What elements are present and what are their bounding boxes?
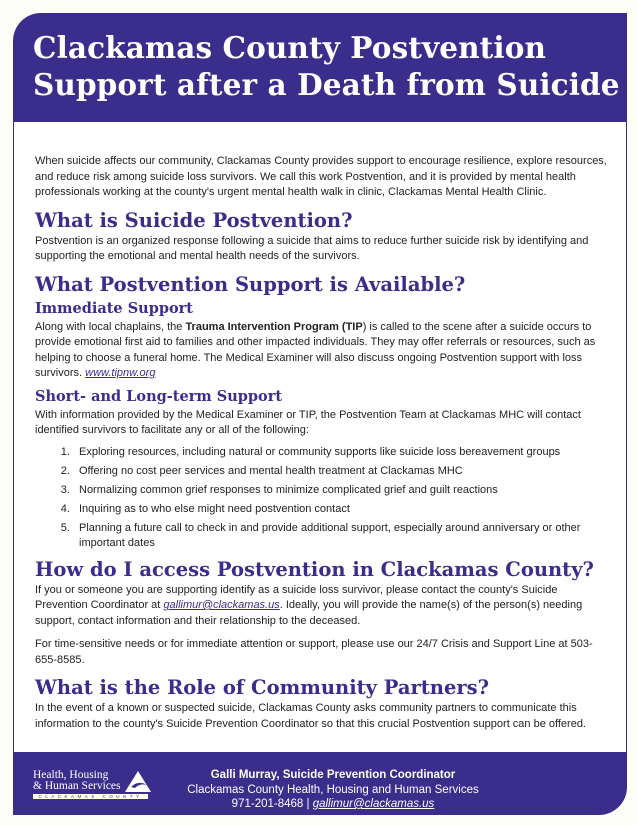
heading-community-partners: What is the Role of Community Partners? xyxy=(35,676,490,699)
heading-support-available: What Postvention Support is Available? xyxy=(35,272,466,296)
text: ) is called to the scene after a suicide occurs to provide emotional first aid to families and other impacted individuals. They may offer referrals or resources, such as helping to choose a funeral home. The Medical Examiner will also discuss ongoing Postvention support with loss survivors. xyxy=(35,320,596,379)
contact-line xyxy=(163,797,503,812)
content-body xyxy=(13,122,627,752)
contact-name: Galli Murray, Suicide Prevention Coordinator xyxy=(210,769,456,781)
long-term-paragraph: With information provided by the Medical Examiner or TIP, the Postvention Team at Clackamas MHC will contact identified survivors to facilitate any or all of the following: xyxy=(35,408,581,436)
contact-org: Clackamas County Health, Housing and Human Services xyxy=(187,783,479,796)
text: If you or someone you are supporting identify as a suicide loss survivor, please contact the county's Suicide Prevention Coordinator at xyxy=(35,583,558,611)
subheading-immediate-support: Immediate Support xyxy=(35,299,194,317)
title-line-1: Clackamas County Postvention xyxy=(33,30,547,65)
contact-phone: 971-201-8468 xyxy=(231,798,304,810)
hhhs-logo xyxy=(33,770,153,802)
intro-paragraph: When suicide affects our community, Clackamas County provides support to encourage resilience, explore resources, and reduce risk among suicide loss survivors. We call this work Postvention, and it is provided by mental health professionals working at the county's urgent mental health walk in clinic, Clackamas Mental Health Clinic. xyxy=(35,155,607,198)
list-item: 4. Inquiring as to who else might need postvention contact xyxy=(73,502,610,518)
list-item: 2. Offering no cost peer services and mental health treatment at Clackamas MHC xyxy=(73,464,610,480)
access-paragraph-1 xyxy=(35,583,610,630)
separator: | xyxy=(306,798,310,810)
immediate-support-paragraph xyxy=(35,320,610,382)
tipnw-link[interactable]: www.tipnw.org xyxy=(85,367,156,379)
page-title xyxy=(33,29,620,103)
contact-email-link[interactable]: gallimur@clackamas.us xyxy=(312,798,435,810)
list-item: 1. Exploring resources, including natural or community supports like suicide loss bereavement groups xyxy=(73,445,610,461)
text: . Ideally, you will provide the name(s) of the person(s) needing support, contact information and their relationship to the deceased. xyxy=(35,599,583,627)
list-item: 5. Planning a future call to check in and provide additional support, especially around anniversary or other important dates xyxy=(73,521,610,552)
subheading-long-term-support: Short- and Long-term Support xyxy=(35,387,283,405)
support-list xyxy=(35,445,610,552)
logo-line-2: & Human Services xyxy=(33,780,121,792)
text: Along with local chaplains, the xyxy=(35,320,186,333)
title-line-2: Support after a Death from Suicide xyxy=(33,67,620,102)
list-item: 3. Normalizing common grief responses to minimize complicated grief and guilt reactions xyxy=(73,483,610,499)
email-link[interactable]: gallimur@clackamas.us xyxy=(163,599,280,611)
contact-block xyxy=(163,768,503,812)
logo-county-bar: CLACKAMAS COUNTY xyxy=(33,794,148,799)
access-paragraph-2: For time-sensitive needs or for immediate attention or support, please use our 24/7 Crisis and Support Line at 503-655-8585. xyxy=(35,638,593,666)
mountain-logo-icon xyxy=(125,771,151,793)
flyer-page xyxy=(13,13,627,815)
footer-banner xyxy=(13,752,627,815)
heading-how-to-access: How do I access Postvention in Clackamas County? xyxy=(35,557,594,581)
partners-paragraph: In the event of a known or suspected suicide, Clackamas County asks community partners to communicate this information to the county's Suicide Prevention Coordinator so that this crucial Postvention support can be offered. xyxy=(35,702,586,730)
logo-line-1: Health, Housing xyxy=(33,769,109,781)
tip-program-name: Trauma Intervention Program (TIP xyxy=(185,320,363,333)
what-is-paragraph: Postvention is an organized response following a suicide that aims to reduce further suicide risk by identifying and supporting the emotional and mental health needs of the survivors. xyxy=(35,234,589,262)
heading-what-is-postvention: What is Suicide Postvention? xyxy=(35,208,353,232)
header-banner xyxy=(13,13,627,122)
